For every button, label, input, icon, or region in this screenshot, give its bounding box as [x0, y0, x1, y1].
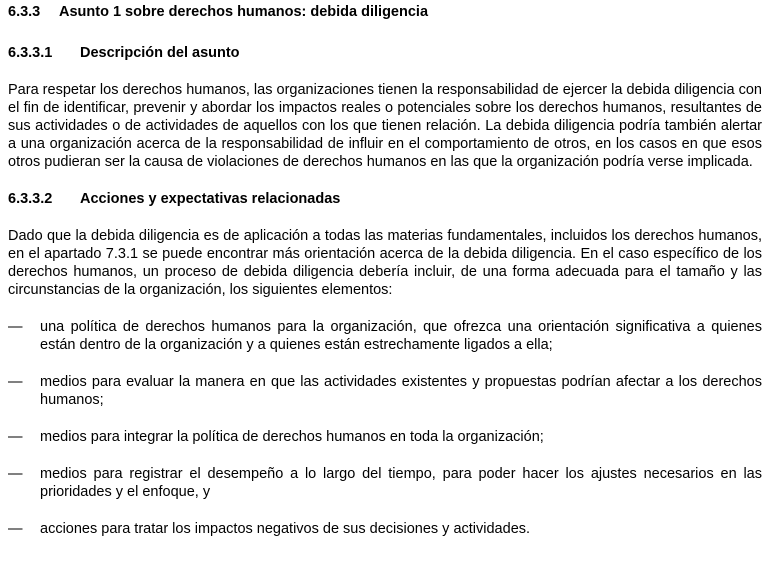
list-item: [8, 318, 762, 354]
list-item-text: medios para registrar el desempeño a lo largo del tiempo, para poder hacer los ajustes necesarios en las prioridades y el enfoque, y: [40, 466, 762, 500]
list-item: [8, 373, 762, 409]
subsection-number: 6.3.3.1: [8, 45, 53, 61]
list-item: [8, 465, 762, 501]
list-item: [8, 520, 762, 538]
dash-bullet: —: [8, 374, 23, 390]
subsection-number: 6.3.3.2: [8, 191, 53, 207]
section-heading: [8, 3, 762, 21]
document-page: [8, 0, 762, 538]
dash-bullet: —: [8, 466, 23, 482]
dash-bullet: —: [8, 429, 23, 445]
subsection-title: Descripción del asunto: [80, 45, 240, 61]
subsection-title: Acciones y expectativas relacionadas: [80, 191, 341, 207]
dash-bullet: —: [8, 319, 23, 335]
subsection-heading-actions: [8, 190, 762, 208]
elements-list: [8, 318, 762, 538]
list-item-text: medios para evaluar la manera en que las actividades existentes y propuestas podrían afectar a los derechos humanos;: [40, 374, 762, 408]
section-title: Asunto 1 sobre derechos humanos: debida diligencia: [59, 4, 429, 20]
dash-bullet: —: [8, 521, 23, 537]
section-number: 6.3.3: [8, 4, 41, 20]
list-item-text: medios para integrar la política de derechos humanos en toda la organización;: [40, 429, 544, 445]
list-item-text: una política de derechos humanos para la organización, que ofrezca una orientación significativa a quienes están dentro de la organización y a quienes están estrechamente ligados a ella;: [40, 319, 762, 353]
list-item: [8, 428, 762, 446]
list-item-text: acciones para tratar los impactos negativos de sus decisiones y actividades.: [40, 521, 531, 537]
description-paragraph: Para respetar los derechos humanos, las organizaciones tienen la responsabilidad de ejercer la debida diligencia con el fin de identificar, prevenir y abordar los impactos reales o potenciales sobre los derechos humanos, resultantes de sus actividades o de actividades de aquellos con los que tienen relación. La debida diligencia podría también alertar a una organización acerca de la responsabilidad de influir en el comportamiento de otros, en los casos en que esos otros pudieran ser la causa de violaciones de derechos humanos en las que la organización podría verse implicada.: [8, 82, 762, 170]
actions-paragraph: Dado que la debida diligencia es de aplicación a todas las materias fundamentales, incluidos los derechos humanos, en el apartado 7.3.1 se puede encontrar más orientación acerca de la debida diligencia. En el caso específico de los derechos humanos, un proceso de debida diligencia debería incluir, de una forma adecuada para el tamaño y las circunstancias de la organización, los siguientes elementos:: [8, 228, 762, 298]
subsection-heading-description: [8, 44, 762, 62]
